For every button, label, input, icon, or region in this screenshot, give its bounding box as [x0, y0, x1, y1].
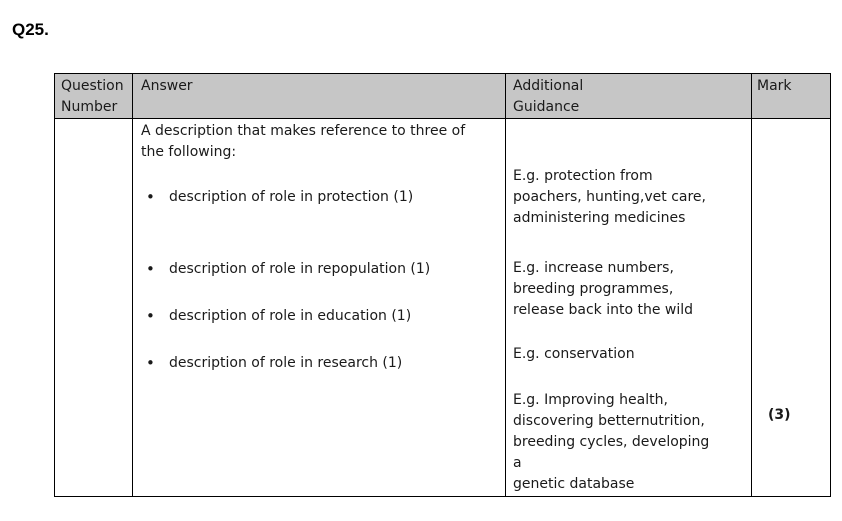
answer-intro-line: the following:	[141, 144, 237, 160]
guidance-line: discovering betternutrition,	[513, 413, 705, 429]
mark-scheme-table	[54, 73, 831, 497]
answer-point-protection: • description of role in protection (1)	[169, 187, 413, 208]
answer-point-research: • description of role in research (1)	[169, 353, 402, 374]
header-mark: Mark	[757, 78, 792, 94]
guidance-line: breeding programmes,	[513, 281, 674, 297]
header-guidance-line: Additional	[513, 78, 584, 94]
guidance-line: release back into the wild	[513, 302, 694, 318]
guidance-research	[513, 390, 743, 495]
guidance-line: a	[513, 455, 522, 471]
guidance-line: E.g. Improving health,	[513, 392, 668, 408]
header-guidance	[513, 76, 583, 118]
guidance-line: breeding cycles, developing	[513, 434, 710, 450]
guidance-line: E.g. protection from	[513, 168, 653, 184]
guidance-line: genetic database	[513, 476, 635, 492]
guidance-line: E.g. conservation	[513, 346, 635, 362]
guidance-education	[513, 344, 743, 365]
header-guidance-line: Guidance	[513, 99, 580, 115]
guidance-protection	[513, 166, 743, 229]
guidance-line: administering medicines	[513, 210, 686, 226]
answer-intro	[141, 121, 501, 163]
answer-intro-line: A description that makes reference to three of	[141, 123, 466, 139]
header-question-number-line: Question	[61, 78, 124, 94]
header-question-number	[61, 76, 124, 118]
guidance-repopulation	[513, 258, 743, 321]
column-divider	[751, 74, 752, 496]
guidance-line: poachers, hunting,vet care,	[513, 189, 706, 205]
column-divider	[132, 74, 133, 496]
question-title: Q25.	[12, 20, 49, 39]
header-question-number-line: Number	[61, 99, 118, 115]
column-divider	[505, 74, 506, 496]
guidance-line: E.g. increase numbers,	[513, 260, 674, 276]
header-answer: Answer	[141, 78, 193, 94]
answer-point-repopulation: • description of role in repopulation (1)	[169, 259, 430, 280]
mark-value: (3)	[768, 407, 791, 423]
answer-point-education: • description of role in education (1)	[169, 306, 411, 327]
